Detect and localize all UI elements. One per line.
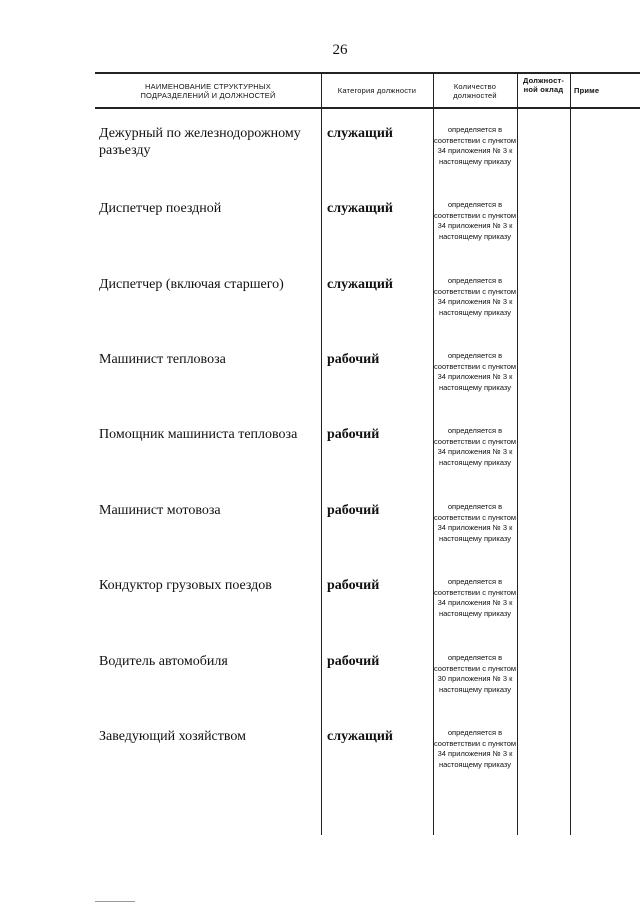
header-name: НАИМЕНОВАНИЕ СТРУКТУРНЫХ ПОДРАЗДЕЛЕНИЙ И ДОЛЖНОСТЕЙ xyxy=(140,81,276,100)
header-salary: Должност-ной оклад xyxy=(522,76,565,94)
header-bottom-border xyxy=(95,107,640,109)
position-quantity: определяется в соответствии с пунктом 34 приложения № 3 к настоящему приказу xyxy=(433,426,517,467)
position-quantity: определяется в соответствии с пунктом 34 приложения № 3 к настоящему приказу xyxy=(433,577,517,618)
position-name: Водитель автомобиля xyxy=(99,654,228,669)
position-name: Машинист тепловоза xyxy=(99,352,226,367)
column-divider xyxy=(517,72,518,835)
position-category: служащий xyxy=(327,277,393,292)
position-name: Дежурный по железнодорожному разъезду xyxy=(99,126,301,158)
position-category: служащий xyxy=(327,201,393,216)
position-quantity: определяется в соответствии с пунктом 34 приложения № 3 к настоящему приказу xyxy=(433,351,517,392)
position-quantity: определяется в соответствии с пунктом 34 приложения № 3 к настоящему приказу xyxy=(433,276,517,317)
column-divider xyxy=(570,72,571,835)
position-name: Диспетчер (включая старшего) xyxy=(99,277,284,292)
position-quantity: определяется в соответствии с пунктом 34 приложения № 3 к настоящему приказу xyxy=(433,728,517,769)
column-divider xyxy=(321,72,322,835)
position-name: Диспетчер поездной xyxy=(99,201,222,216)
position-quantity: определяется в соответствии с пунктом 30 приложения № 3 к настоящему приказу xyxy=(433,653,517,694)
position-name: Машинист мотовоза xyxy=(99,503,221,518)
position-category: рабочий xyxy=(327,578,380,593)
position-category: рабочий xyxy=(327,427,380,442)
position-name: Заведующий хозяйством xyxy=(99,729,246,744)
position-category: служащий xyxy=(327,729,393,744)
position-quantity: определяется в соответствии с пунктом 34 приложения № 3 к настоящему приказу xyxy=(433,502,517,543)
position-name: Кондуктор грузовых поездов xyxy=(99,578,272,593)
position-quantity: определяется в соответствии с пунктом 34 приложения № 3 к настоящему приказу xyxy=(433,200,517,241)
page-number: 26 xyxy=(332,42,348,58)
position-category: рабочий xyxy=(327,503,380,518)
position-category: рабочий xyxy=(327,654,380,669)
staff-table xyxy=(95,72,640,835)
position-quantity: определяется в соответствии с пунктом 34 приложения № 3 к настоящему приказу xyxy=(433,125,517,166)
position-category: рабочий xyxy=(327,352,380,367)
header-note: Приме xyxy=(574,86,600,95)
position-category: служащий xyxy=(327,126,393,141)
footer-rule xyxy=(95,901,135,902)
header-category: Категория должности xyxy=(337,86,417,95)
header-quantity: Количество должностей xyxy=(453,81,497,100)
position-name: Помощник машиниста тепловоза xyxy=(99,427,298,442)
